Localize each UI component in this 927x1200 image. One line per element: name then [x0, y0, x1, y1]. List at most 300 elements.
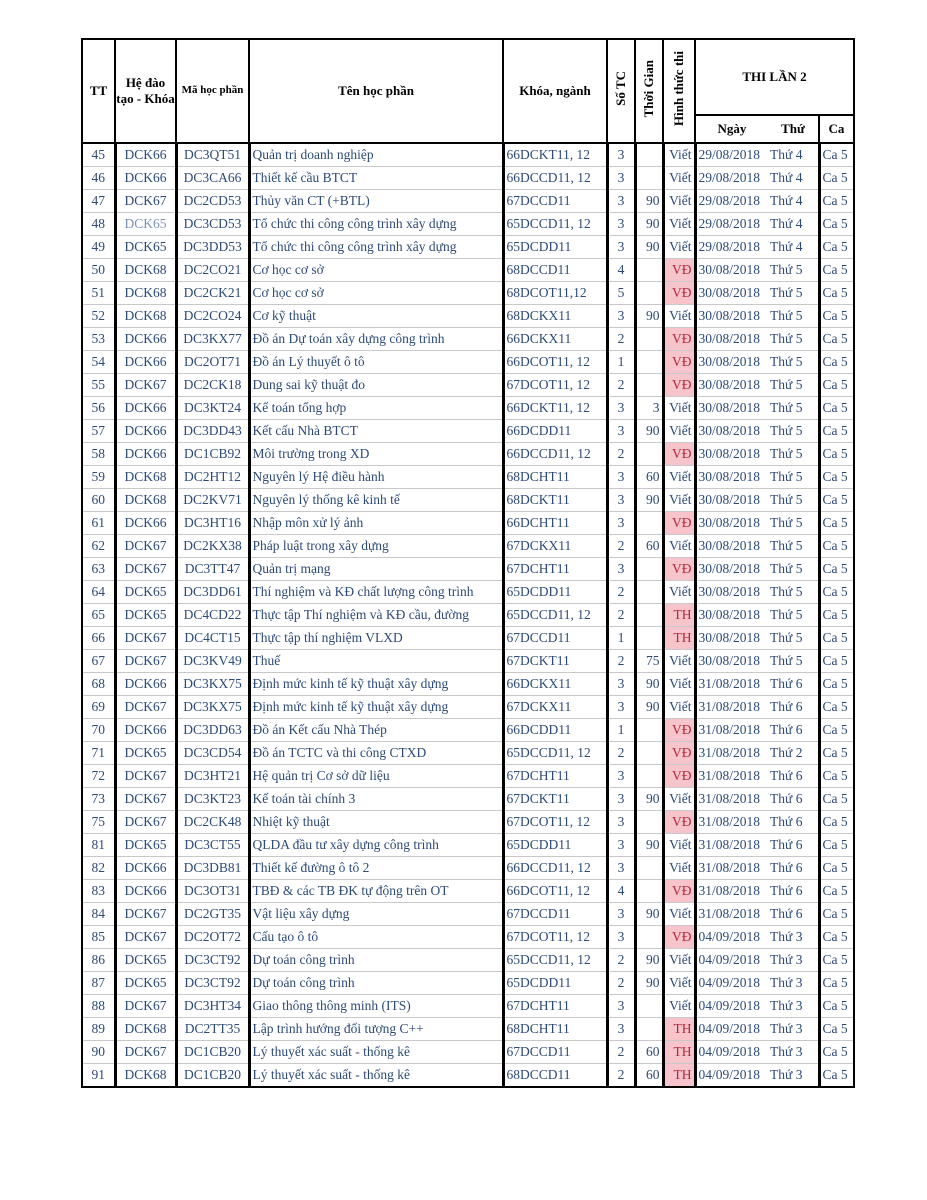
cell-khoa: DCK68: [115, 259, 176, 282]
cell-ten-hoc-phan: Lập trình hướng đối tượng C++: [249, 1018, 503, 1041]
header-he-dao-tao: Hệ đào tạo - Khóa: [115, 39, 176, 143]
cell-tt: 85: [82, 926, 115, 949]
cell-ten-hoc-phan: Quản trị mạng: [249, 558, 503, 581]
cell-ngay: 30/08/2018: [695, 581, 768, 604]
cell-tt: 48: [82, 213, 115, 236]
cell-ten-hoc-phan: Định mức kinh tế kỹ thuật xây dựng: [249, 696, 503, 719]
cell-thu: Thứ 5: [768, 443, 819, 466]
cell-khoa: DCK66: [115, 167, 176, 190]
cell-thoi-gian: [635, 926, 663, 949]
table-row: [82, 397, 854, 420]
cell-so-tc: 3: [607, 512, 635, 535]
cell-thoi-gian: 90: [635, 834, 663, 857]
cell-ngay: 30/08/2018: [695, 259, 768, 282]
cell-so-tc: 4: [607, 259, 635, 282]
cell-thu: Thứ 5: [768, 282, 819, 305]
cell-hinh-thuc-thi: Viết: [663, 190, 695, 213]
cell-hinh-thuc-thi: TH: [663, 1041, 695, 1064]
cell-ngay: 31/08/2018: [695, 673, 768, 696]
cell-tt: 51: [82, 282, 115, 305]
cell-so-tc: 2: [607, 650, 635, 673]
cell-thoi-gian: [635, 351, 663, 374]
table-row: [82, 167, 854, 190]
cell-hinh-thuc-thi: Viết: [663, 143, 695, 167]
cell-ten-hoc-phan: Kế toán tổng hợp: [249, 397, 503, 420]
cell-hinh-thuc-thi: Viết: [663, 420, 695, 443]
cell-so-tc: 3: [607, 834, 635, 857]
cell-ma-hoc-phan: DC3DD61: [176, 581, 249, 604]
cell-thu: Thứ 4: [768, 213, 819, 236]
cell-thoi-gian: [635, 374, 663, 397]
cell-so-tc: 3: [607, 397, 635, 420]
cell-ngay: 30/08/2018: [695, 374, 768, 397]
cell-ca: Ca 5: [819, 926, 854, 949]
cell-khoa-nganh: 66DCCD11, 12: [503, 857, 607, 880]
cell-ca: Ca 5: [819, 558, 854, 581]
cell-hinh-thuc-thi: VĐ: [663, 719, 695, 742]
cell-thu: Thứ 6: [768, 811, 819, 834]
cell-ma-hoc-phan: DC3CD54: [176, 742, 249, 765]
table-row: [82, 1018, 854, 1041]
cell-thoi-gian: 90: [635, 213, 663, 236]
cell-hinh-thuc-thi: Viết: [663, 834, 695, 857]
cell-khoa: DCK66: [115, 351, 176, 374]
cell-thu: Thứ 5: [768, 420, 819, 443]
cell-thu: Thứ 4: [768, 190, 819, 213]
header-ngay: Ngày: [695, 115, 768, 143]
table-row: [82, 259, 854, 282]
table-row: [82, 374, 854, 397]
cell-tt: 86: [82, 949, 115, 972]
cell-thoi-gian: [635, 742, 663, 765]
cell-ngay: 29/08/2018: [695, 213, 768, 236]
cell-ca: Ca 5: [819, 765, 854, 788]
cell-thoi-gian: [635, 627, 663, 650]
header-thi-lan-2: THI LẦN 2: [695, 39, 854, 115]
cell-khoa: DCK67: [115, 374, 176, 397]
table-row: [82, 834, 854, 857]
cell-thu: Thứ 5: [768, 489, 819, 512]
cell-so-tc: 2: [607, 374, 635, 397]
table-row: [82, 190, 854, 213]
cell-so-tc: 3: [607, 696, 635, 719]
cell-so-tc: 3: [607, 857, 635, 880]
cell-khoa: DCK66: [115, 143, 176, 167]
cell-khoa-nganh: 66DCOT11, 12: [503, 880, 607, 903]
cell-thoi-gian: 60: [635, 1064, 663, 1088]
cell-khoa: DCK65: [115, 834, 176, 857]
cell-ca: Ca 5: [819, 512, 854, 535]
cell-ten-hoc-phan: Môi trường trong XD: [249, 443, 503, 466]
cell-thu: Thứ 5: [768, 259, 819, 282]
cell-ngay: 31/08/2018: [695, 903, 768, 926]
cell-ca: Ca 5: [819, 167, 854, 190]
cell-thoi-gian: [635, 328, 663, 351]
table-row: [82, 581, 854, 604]
cell-hinh-thuc-thi: Viết: [663, 673, 695, 696]
cell-ma-hoc-phan: DC3CT92: [176, 949, 249, 972]
cell-ca: Ca 5: [819, 627, 854, 650]
cell-thoi-gian: 90: [635, 903, 663, 926]
cell-ca: Ca 5: [819, 719, 854, 742]
cell-tt: 90: [82, 1041, 115, 1064]
cell-ngay: 31/08/2018: [695, 811, 768, 834]
cell-ngay: 04/09/2018: [695, 1041, 768, 1064]
cell-khoa: DCK67: [115, 190, 176, 213]
cell-khoa: DCK65: [115, 972, 176, 995]
cell-tt: 88: [82, 995, 115, 1018]
cell-ca: Ca 5: [819, 190, 854, 213]
cell-ma-hoc-phan: DC2KV71: [176, 489, 249, 512]
table-row: [82, 673, 854, 696]
cell-khoa-nganh: 66DCCD11, 12: [503, 443, 607, 466]
cell-ngay: 30/08/2018: [695, 489, 768, 512]
cell-hinh-thuc-thi: Viết: [663, 397, 695, 420]
cell-khoa-nganh: 67DCKT11: [503, 788, 607, 811]
cell-khoa-nganh: 65DCCD11, 12: [503, 213, 607, 236]
cell-ten-hoc-phan: Thực tập thí nghiệm VLXD: [249, 627, 503, 650]
cell-hinh-thuc-thi: Viết: [663, 650, 695, 673]
cell-ngay: 31/08/2018: [695, 765, 768, 788]
cell-khoa: DCK65: [115, 581, 176, 604]
cell-ma-hoc-phan: DC3KX75: [176, 696, 249, 719]
cell-khoa-nganh: 68DCHT11: [503, 1018, 607, 1041]
cell-ngay: 29/08/2018: [695, 167, 768, 190]
cell-thoi-gian: 90: [635, 420, 663, 443]
cell-tt: 63: [82, 558, 115, 581]
cell-ca: Ca 5: [819, 949, 854, 972]
cell-thu: Thứ 5: [768, 604, 819, 627]
cell-hinh-thuc-thi: Viết: [663, 167, 695, 190]
cell-thoi-gian: 60: [635, 1041, 663, 1064]
cell-khoa: DCK67: [115, 926, 176, 949]
cell-tt: 84: [82, 903, 115, 926]
cell-khoa: DCK67: [115, 696, 176, 719]
cell-ten-hoc-phan: Thí nghiệm và KĐ chất lượng công trình: [249, 581, 503, 604]
cell-ngay: 30/08/2018: [695, 282, 768, 305]
cell-hinh-thuc-thi: Viết: [663, 581, 695, 604]
cell-ten-hoc-phan: Vật liệu xây dựng: [249, 903, 503, 926]
cell-thu: Thứ 6: [768, 880, 819, 903]
cell-khoa-nganh: 66DCDD11: [503, 719, 607, 742]
cell-tt: 49: [82, 236, 115, 259]
cell-ten-hoc-phan: Lý thuyết xác suất - thống kê: [249, 1064, 503, 1088]
cell-khoa-nganh: 66DCKT11, 12: [503, 397, 607, 420]
cell-so-tc: 2: [607, 1041, 635, 1064]
cell-so-tc: 3: [607, 420, 635, 443]
cell-khoa: DCK67: [115, 765, 176, 788]
cell-tt: 55: [82, 374, 115, 397]
cell-ma-hoc-phan: DC2KX38: [176, 535, 249, 558]
cell-hinh-thuc-thi: Viết: [663, 995, 695, 1018]
cell-ten-hoc-phan: Định mức kinh tế kỹ thuật xây dựng: [249, 673, 503, 696]
cell-ten-hoc-phan: Cơ kỹ thuật: [249, 305, 503, 328]
cell-thoi-gian: [635, 443, 663, 466]
cell-ten-hoc-phan: Đồ án Dự toán xây dựng công trình: [249, 328, 503, 351]
cell-so-tc: 2: [607, 328, 635, 351]
table-row: [82, 949, 854, 972]
cell-ma-hoc-phan: DC3CD53: [176, 213, 249, 236]
cell-hinh-thuc-thi: TH: [663, 627, 695, 650]
cell-so-tc: 3: [607, 190, 635, 213]
cell-thoi-gian: [635, 1018, 663, 1041]
cell-so-tc: 3: [607, 236, 635, 259]
header-so-tc-label: Số TC: [612, 71, 628, 107]
table-row: [82, 627, 854, 650]
table-row: [82, 972, 854, 995]
cell-khoa: DCK65: [115, 236, 176, 259]
cell-ma-hoc-phan: DC3OT31: [176, 880, 249, 903]
cell-hinh-thuc-thi: Viết: [663, 213, 695, 236]
cell-khoa: DCK66: [115, 719, 176, 742]
cell-thoi-gian: 75: [635, 650, 663, 673]
cell-hinh-thuc-thi: TH: [663, 604, 695, 627]
table-row: [82, 811, 854, 834]
table-row: [82, 742, 854, 765]
cell-hinh-thuc-thi: Viết: [663, 903, 695, 926]
cell-thoi-gian: 3: [635, 397, 663, 420]
cell-khoa: DCK67: [115, 1041, 176, 1064]
cell-hinh-thuc-thi: Viết: [663, 535, 695, 558]
cell-khoa: DCK68: [115, 282, 176, 305]
cell-thu: Thứ 5: [768, 627, 819, 650]
cell-ma-hoc-phan: DC3HT21: [176, 765, 249, 788]
cell-tt: 46: [82, 167, 115, 190]
cell-tt: 53: [82, 328, 115, 351]
cell-so-tc: 2: [607, 535, 635, 558]
table-row: [82, 650, 854, 673]
cell-thu: Thứ 6: [768, 834, 819, 857]
header-thu: Thứ: [768, 115, 819, 143]
header-hinh-thuc-thi: [663, 39, 695, 143]
cell-ca: Ca 5: [819, 604, 854, 627]
cell-thoi-gian: [635, 143, 663, 167]
cell-ma-hoc-phan: DC3KT24: [176, 397, 249, 420]
cell-hinh-thuc-thi: VĐ: [663, 765, 695, 788]
cell-khoa-nganh: 68DCKX11: [503, 305, 607, 328]
cell-thoi-gian: 90: [635, 788, 663, 811]
cell-so-tc: 2: [607, 581, 635, 604]
cell-ca: Ca 5: [819, 1041, 854, 1064]
cell-so-tc: 3: [607, 926, 635, 949]
cell-khoa-nganh: 66DCHT11: [503, 512, 607, 535]
cell-thu: Thứ 5: [768, 374, 819, 397]
cell-ma-hoc-phan: DC2CO21: [176, 259, 249, 282]
cell-thu: Thứ 5: [768, 558, 819, 581]
cell-so-tc: 3: [607, 765, 635, 788]
cell-thu: Thứ 3: [768, 949, 819, 972]
cell-ngay: 04/09/2018: [695, 949, 768, 972]
cell-ten-hoc-phan: Tổ chức thi công công trình xây dựng: [249, 236, 503, 259]
cell-ma-hoc-phan: DC2OT72: [176, 926, 249, 949]
table-row: [82, 604, 854, 627]
cell-thoi-gian: 90: [635, 190, 663, 213]
cell-hinh-thuc-thi: VĐ: [663, 558, 695, 581]
cell-thoi-gian: [635, 512, 663, 535]
cell-ma-hoc-phan: DC2CO24: [176, 305, 249, 328]
cell-thu: Thứ 4: [768, 236, 819, 259]
cell-tt: 72: [82, 765, 115, 788]
cell-ma-hoc-phan: DC3DB81: [176, 857, 249, 880]
cell-so-tc: 3: [607, 673, 635, 696]
cell-so-tc: 3: [607, 466, 635, 489]
cell-ca: Ca 5: [819, 650, 854, 673]
cell-khoa: DCK67: [115, 995, 176, 1018]
cell-thu: Thứ 2: [768, 742, 819, 765]
cell-hinh-thuc-thi: Viết: [663, 466, 695, 489]
cell-thoi-gian: [635, 880, 663, 903]
cell-ngay: 30/08/2018: [695, 397, 768, 420]
table-row: [82, 466, 854, 489]
cell-hinh-thuc-thi: Viết: [663, 857, 695, 880]
cell-tt: 64: [82, 581, 115, 604]
cell-tt: 75: [82, 811, 115, 834]
table-row: [82, 489, 854, 512]
cell-ngay: 04/09/2018: [695, 972, 768, 995]
cell-ten-hoc-phan: Nhập môn xử lý ảnh: [249, 512, 503, 535]
cell-ten-hoc-phan: Nhiệt kỹ thuật: [249, 811, 503, 834]
cell-tt: 66: [82, 627, 115, 650]
cell-ma-hoc-phan: DC3KV49: [176, 650, 249, 673]
header-ma-hoc-phan: Mã học phần: [176, 39, 249, 143]
cell-khoa-nganh: 66DCOT11, 12: [503, 351, 607, 374]
cell-ma-hoc-phan: DC3CT55: [176, 834, 249, 857]
table-row: [82, 512, 854, 535]
cell-ma-hoc-phan: DC3QT51: [176, 143, 249, 167]
cell-thu: Thứ 3: [768, 1041, 819, 1064]
header-tt: TT: [82, 39, 115, 143]
cell-so-tc: 3: [607, 167, 635, 190]
cell-ma-hoc-phan: DC3DD53: [176, 236, 249, 259]
cell-thu: Thứ 5: [768, 581, 819, 604]
cell-tt: 45: [82, 143, 115, 167]
cell-tt: 91: [82, 1064, 115, 1088]
cell-so-tc: 1: [607, 351, 635, 374]
cell-khoa: DCK66: [115, 673, 176, 696]
cell-khoa-nganh: 68DCKT11: [503, 489, 607, 512]
cell-so-tc: 2: [607, 1064, 635, 1088]
cell-khoa-nganh: 67DCKX11: [503, 535, 607, 558]
cell-khoa-nganh: 67DCOT11, 12: [503, 926, 607, 949]
cell-ma-hoc-phan: DC4CD22: [176, 604, 249, 627]
cell-thoi-gian: [635, 811, 663, 834]
cell-khoa: DCK68: [115, 489, 176, 512]
cell-tt: 68: [82, 673, 115, 696]
cell-ca: Ca 5: [819, 811, 854, 834]
cell-hinh-thuc-thi: Viết: [663, 489, 695, 512]
cell-hinh-thuc-thi: VĐ: [663, 512, 695, 535]
cell-so-tc: 2: [607, 443, 635, 466]
cell-ngay: 29/08/2018: [695, 190, 768, 213]
cell-ngay: 31/08/2018: [695, 880, 768, 903]
cell-ten-hoc-phan: Dự toán công trình: [249, 949, 503, 972]
cell-tt: 61: [82, 512, 115, 535]
cell-ngay: 30/08/2018: [695, 558, 768, 581]
cell-ngay: 30/08/2018: [695, 627, 768, 650]
cell-ten-hoc-phan: Kế toán tài chính 3: [249, 788, 503, 811]
cell-thoi-gian: 60: [635, 535, 663, 558]
cell-ca: Ca 5: [819, 305, 854, 328]
cell-so-tc: 3: [607, 995, 635, 1018]
cell-khoa-nganh: 65DCCD11, 12: [503, 949, 607, 972]
cell-khoa: DCK68: [115, 466, 176, 489]
cell-thoi-gian: [635, 719, 663, 742]
cell-ma-hoc-phan: DC2CK21: [176, 282, 249, 305]
cell-ma-hoc-phan: DC3HT34: [176, 995, 249, 1018]
cell-thu: Thứ 6: [768, 857, 819, 880]
cell-khoa-nganh: 65DCDD11: [503, 834, 607, 857]
cell-thoi-gian: [635, 581, 663, 604]
cell-tt: 56: [82, 397, 115, 420]
cell-so-tc: 2: [607, 604, 635, 627]
cell-ngay: 30/08/2018: [695, 535, 768, 558]
cell-hinh-thuc-thi: VĐ: [663, 926, 695, 949]
cell-khoa-nganh: 67DCOT11, 12: [503, 374, 607, 397]
table-row: [82, 995, 854, 1018]
cell-hinh-thuc-thi: Viết: [663, 972, 695, 995]
cell-thu: Thứ 5: [768, 305, 819, 328]
table-row: [82, 719, 854, 742]
cell-tt: 62: [82, 535, 115, 558]
cell-ngay: 31/08/2018: [695, 719, 768, 742]
cell-thu: Thứ 5: [768, 397, 819, 420]
cell-thu: Thứ 6: [768, 903, 819, 926]
cell-khoa-nganh: 65DCDD11: [503, 972, 607, 995]
cell-ten-hoc-phan: Thuế: [249, 650, 503, 673]
cell-tt: 87: [82, 972, 115, 995]
cell-ma-hoc-phan: DC3KX77: [176, 328, 249, 351]
cell-ngay: 30/08/2018: [695, 466, 768, 489]
cell-tt: 82: [82, 857, 115, 880]
cell-ngay: 31/08/2018: [695, 742, 768, 765]
cell-hinh-thuc-thi: VĐ: [663, 374, 695, 397]
cell-so-tc: 1: [607, 719, 635, 742]
cell-thoi-gian: [635, 282, 663, 305]
cell-tt: 57: [82, 420, 115, 443]
cell-ngay: 30/08/2018: [695, 650, 768, 673]
cell-tt: 52: [82, 305, 115, 328]
table-row: [82, 1064, 854, 1088]
cell-ca: Ca 5: [819, 673, 854, 696]
cell-so-tc: 3: [607, 1018, 635, 1041]
table-row: [82, 857, 854, 880]
cell-khoa-nganh: 65DCDD11: [503, 236, 607, 259]
cell-so-tc: 2: [607, 972, 635, 995]
cell-tt: 89: [82, 1018, 115, 1041]
cell-khoa-nganh: 67DCCD11: [503, 903, 607, 926]
cell-ma-hoc-phan: DC1CB92: [176, 443, 249, 466]
cell-ca: Ca 5: [819, 489, 854, 512]
cell-ca: Ca 5: [819, 1064, 854, 1088]
cell-ngay: 30/08/2018: [695, 305, 768, 328]
cell-ca: Ca 5: [819, 466, 854, 489]
table-row: [82, 558, 854, 581]
cell-khoa: DCK67: [115, 535, 176, 558]
cell-ten-hoc-phan: Thiết kế đường ô tô 2: [249, 857, 503, 880]
cell-hinh-thuc-thi: VĐ: [663, 351, 695, 374]
cell-ten-hoc-phan: Dung sai kỹ thuật đo: [249, 374, 503, 397]
cell-ma-hoc-phan: DC3KT23: [176, 788, 249, 811]
exam-schedule-table: [81, 38, 855, 1088]
cell-khoa: DCK68: [115, 1064, 176, 1088]
cell-so-tc: 3: [607, 305, 635, 328]
cell-ten-hoc-phan: Lý thuyết xác suất - thống kê: [249, 1041, 503, 1064]
cell-khoa: DCK66: [115, 512, 176, 535]
cell-so-tc: 5: [607, 282, 635, 305]
cell-thoi-gian: 60: [635, 466, 663, 489]
cell-ngay: 04/09/2018: [695, 1064, 768, 1088]
cell-thu: Thứ 5: [768, 466, 819, 489]
